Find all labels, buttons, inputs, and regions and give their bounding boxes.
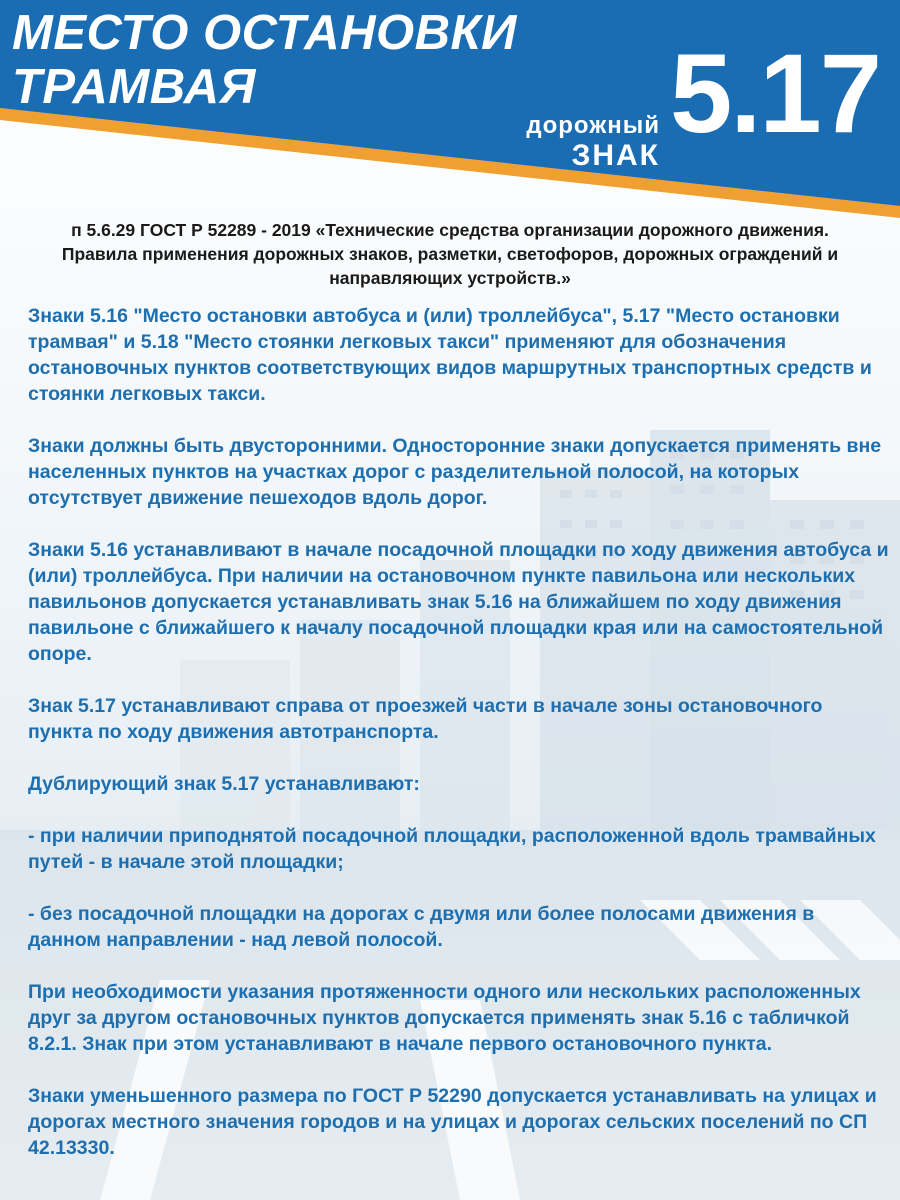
sign-caption bbox=[490, 113, 660, 173]
citation-text: п 5.6.29 ГОСТ Р 52289 - 2019 «Технические средства организации дорожного движения. Правила применения дорожных знаков, разметки, светофоров, дорожных ограждений и направляющих устройств.» bbox=[61, 220, 839, 288]
paragraph-7: - без посадочной площадки на дорогах с двумя или более полосами движения в данном направлении - над левой полосой. bbox=[28, 903, 815, 951]
paragraph-4: Знак 5.17 устанавливают справа от проезжей части в начале зоны остановочного пункта по ходу движения автотранспорта. bbox=[28, 695, 823, 743]
title-line-2: ТРАМВАЯ bbox=[12, 60, 256, 114]
sign-number: 5.17 bbox=[670, 31, 880, 156]
paragraph-5: Дублирующий знак 5.17 устанавливают: bbox=[28, 773, 420, 795]
title-line-1: МЕСТО ОСТАНОВКИ bbox=[12, 6, 517, 60]
paragraph-1: Знаки 5.16 "Место остановки автобуса и (или) троллейбуса", 5.17 "Место остановки трамвая" и 5.18 "Место стоянки легковых такси" применяют для обозначения остановочных пунктов соответствующих видов маршрутных транспортных средств и стоянки легковых такси. bbox=[28, 305, 872, 405]
paragraph-8: При необходимости указания протяженности одного или нескольких расположенных друг за другом остановочных пунктов допускается применять знак 5.16 с табличкой 8.2.1. Знак при этом устанавливают в начале первого остановочного пункта. bbox=[28, 981, 861, 1055]
paragraph-3: Знаки 5.16 устанавливают в начале посадочной площадки по ходу движения автобуса и (или) троллейбуса. При наличии на остановочном пункте павильона или нескольких павильонов допускается устанавливать знак 5.16 на ближайшем по ходу движения павильоне с ближайшего к началу посадочной площадки края или на самостоятельной опоре. bbox=[28, 539, 889, 665]
sign-caption-big: ЗНАК bbox=[571, 139, 660, 172]
sign-caption-small: дорожный bbox=[526, 112, 660, 139]
body-text bbox=[28, 303, 890, 1187]
paragraph-2: Знаки должны быть двусторонними. Односторонние знаки допускается применять вне населенных пунктов на участках дорог с разделительной полосой, на которых отсутствует движение пешеходов вдоль дорог. bbox=[28, 435, 882, 509]
page-title bbox=[12, 6, 517, 114]
paragraph-6: - при наличии приподнятой посадочной площадки, расположенной вдоль трамвайных путей - в начале этой площадки; bbox=[28, 825, 876, 873]
paragraph-9: Знаки уменьшенного размера по ГОСТ Р 52290 допускается устанавливать на улицах и дорогах местного значения городов и на улицах и дорогах сельских поселений по СП 42.13330. bbox=[28, 1085, 877, 1159]
